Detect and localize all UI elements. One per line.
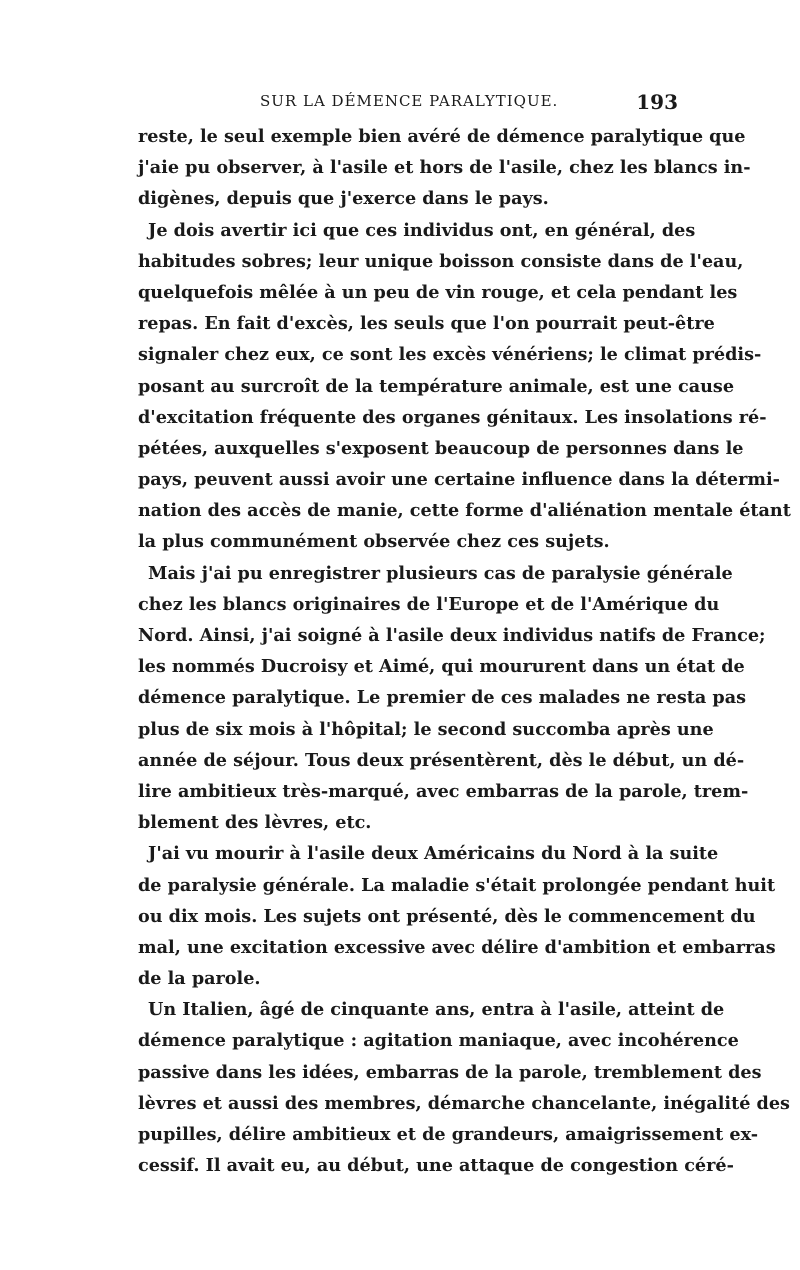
text-line: blement des lèvres, etc. [138, 812, 372, 834]
text-line: de la parole. [138, 968, 261, 990]
text-line: reste, le seul exemple bien avéré de démence paralytique que [138, 126, 746, 147]
text-line: habitudes sobres; leur unique boisson consiste dans de l'eau, [138, 250, 744, 272]
text-line: Mais j'ai pu enregistrer plusieurs cas de paralysie générale [148, 562, 733, 584]
text-line: lire ambitieux très-marqué, avec embarras de la parole, trem- [138, 780, 749, 802]
text-line: J'ai vu mourir à l'asile deux Américains du Nord à la suite [148, 843, 719, 865]
text-line: Nord. Ainsi, j'ai soigné à l'asile deux individus natifs de France; [138, 625, 766, 646]
text-line: Je dois avertir ici que ces individus ont, en général, des [148, 219, 696, 241]
running-title: SUR LA DÉMENCE PARALYTIQUE. [260, 92, 559, 110]
text-line: repas. En fait d'excès, les seuls que l'on pourrait peut-être [138, 313, 715, 335]
text-line: de paralysie générale. La maladie s'était prolongée pendant huit [138, 874, 776, 896]
text-line: nation des accès de manie, cette forme d'aliénation mentale étant [138, 500, 791, 522]
text-line: pays, peuvent aussi avoir une certaine influence dans la détermi- [138, 469, 780, 491]
text-line: la plus communément observée chez ces sujets. [138, 531, 610, 553]
text-line: posant au surcroît de la température animale, est une cause [138, 375, 735, 397]
text-line: les nommés Ducroisy et Aimé, qui moururent dans un état de [138, 656, 745, 678]
text-line: chez les blancs originaires de l'Europe et de l'Amérique du [138, 593, 720, 615]
text-line: mal, une excitation excessive avec délire d'ambition et embarras [138, 936, 776, 958]
text-line: plus de six mois à l'hôpital; le second succomba après une [138, 718, 714, 740]
text-line: quelquefois mêlée à un peu de vin rouge, et cela pendant les [138, 281, 738, 303]
text-line: Un Italien, âgé de cinquante ans, entra à l'asile, atteint de [148, 999, 725, 1021]
text-line: d'excitation fréquente des organes génitaux. Les insolations ré- [138, 406, 767, 428]
page-number: 193 [636, 90, 678, 114]
text-line: démence paralytique. Le premier de ces malades ne resta pas [138, 687, 747, 709]
text-line: passive dans les idées, embarras de la parole, tremblement des [138, 1061, 762, 1083]
text-line: ou dix mois. Les sujets ont présenté, dès le commencement du [138, 905, 756, 927]
running-head [138, 92, 678, 116]
text-line: cessif. Il avait eu, au début, une attaque de congestion céré- [138, 1155, 734, 1177]
text-line: lèvres et aussi des membres, démarche chancelante, inégalité des [138, 1092, 790, 1114]
text-line: année de séjour. Tous deux présentèrent, dès le début, un dé- [138, 749, 745, 771]
text-line: j'aie pu observer, à l'asile et hors de l'asile, chez les blancs in- [138, 157, 751, 179]
text-line: pupilles, délire ambitieux et de grandeurs, amaigrissement ex- [138, 1124, 759, 1145]
text-line: démence paralytique : agitation maniaque, avec incohérence [138, 1030, 739, 1052]
text-line: signaler chez eux, ce sont les excès vénériens; le climat prédis- [138, 344, 762, 366]
body-text [138, 121, 791, 1181]
text-line: digènes, depuis que j'exerce dans le pays. [138, 188, 549, 210]
text-line: pétées, auxquelles s'exposent beaucoup de personnes dans le [138, 437, 744, 459]
